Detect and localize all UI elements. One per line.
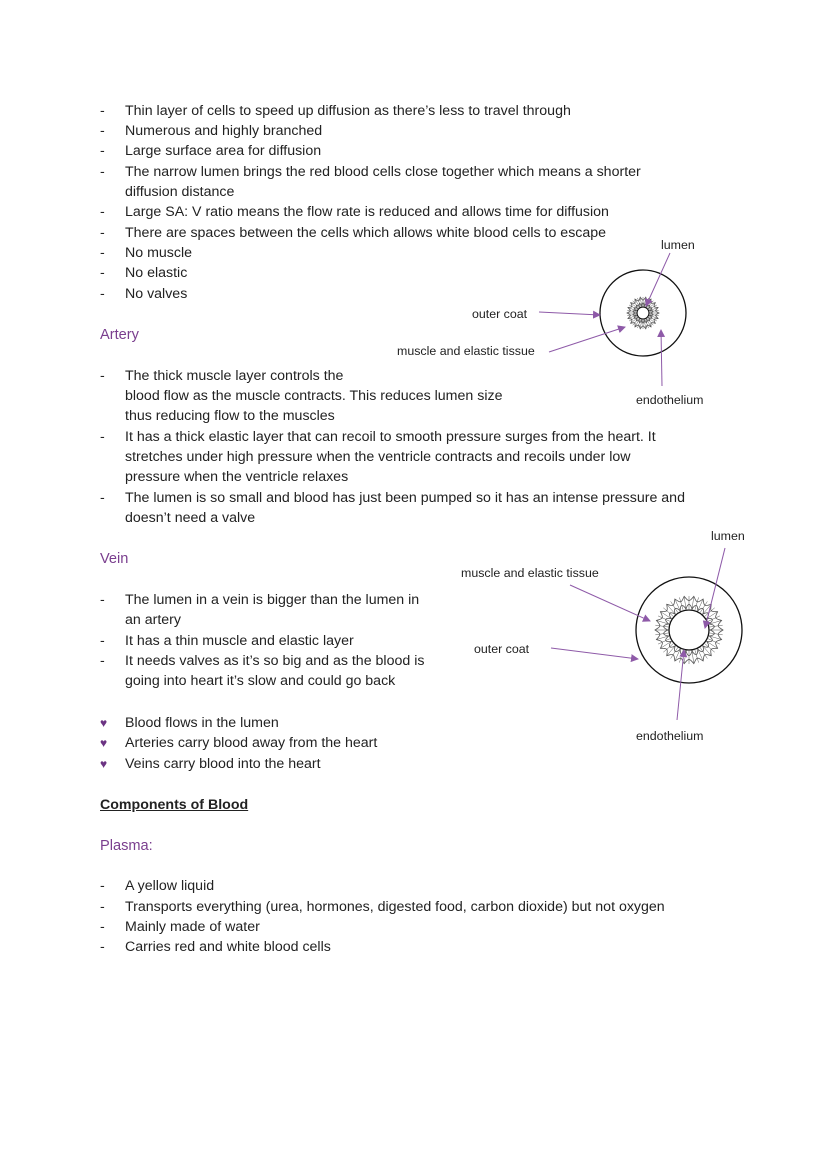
dash: - (100, 103, 105, 119)
list-item: It needs valves as it’s so big and as the blood is (125, 653, 425, 669)
dash: - (100, 490, 105, 506)
list-item: Blood flows in the lumen (125, 715, 279, 731)
list-item-continuation: going into heart it’s slow and could go back (125, 673, 396, 689)
muscle-ring-hatch (710, 625, 723, 627)
list-item-continuation: doesn’t need a valve (125, 510, 256, 526)
vein-endothelium-arrow (677, 650, 684, 720)
dash: - (100, 429, 105, 445)
artery-muscle-label: muscle and elastic tissue (397, 344, 535, 358)
list-item: Transports everything (urea, hormones, digested food, carbon dioxide) but not oxygen (125, 899, 665, 915)
components-heading: Components of Blood (100, 797, 249, 813)
list-item: A yellow liquid (125, 878, 215, 894)
list-item: Carries red and white blood cells (125, 939, 331, 955)
dash: - (100, 653, 105, 669)
list-item: No muscle (125, 245, 193, 261)
vein-endothelium-label: endothelium (636, 729, 704, 743)
vein-outer-coat-arrow (551, 648, 638, 659)
list-item: No valves (125, 286, 188, 302)
list-item: The narrow lumen brings the red blood cells close together which means a shorter (125, 164, 641, 180)
list-item: Thin layer of cells to speed up diffusion as there’s less to travel through (125, 103, 571, 119)
muscle-ring-hatch (705, 644, 715, 653)
heart-icon: ♥ (100, 757, 108, 771)
list-item-continuation: thus reducing flow to the muscles (125, 408, 335, 424)
vein-lumen-label: lumen (711, 529, 745, 543)
dash: - (100, 123, 105, 139)
dash: - (100, 286, 105, 302)
list-item: It has a thin muscle and elastic layer (125, 633, 354, 649)
list-item: It has a thick elastic layer that can recoil to smooth pressure surges from the heart. It (125, 429, 656, 445)
list-item: Numerous and highly branched (125, 123, 323, 139)
list-item: Veins carry blood into the heart (125, 756, 321, 772)
list-item: Mainly made of water (125, 919, 260, 935)
list-item: No elastic (125, 265, 188, 281)
vein-muscle-arrow (570, 585, 650, 621)
list-item: Arteries carry blood away from the heart (125, 735, 378, 751)
artery-endothelium-arrow (661, 330, 662, 386)
list-item-continuation: blood flow as the muscle contracts. This reduces lumen size (125, 388, 503, 404)
list-item-continuation: stretches under high pressure when the ventricle contracts and recoils under low (125, 449, 631, 465)
muscle-ring-hatch (655, 625, 668, 627)
vein-heading: Vein (100, 551, 129, 567)
plasma-heading: Plasma: (100, 838, 153, 854)
dash: - (100, 878, 105, 894)
vein-lumen-shape (669, 610, 709, 650)
vein-outer-coat-label: outer coat (474, 642, 530, 656)
list-item: The thick muscle layer controls the (125, 368, 344, 384)
dash: - (100, 143, 105, 159)
heart-icon: ♥ (100, 716, 108, 730)
dash: - (100, 899, 105, 915)
dash: - (100, 164, 105, 180)
list-item: The lumen is so small and blood has just been pumped so it has an intense pressure and (125, 490, 685, 506)
artery-outer-coat-label: outer coat (472, 307, 528, 321)
list-item: Large SA: V ratio means the flow rate is reduced and allows time for diffusion (125, 204, 609, 220)
artery-muscle-arrow (549, 327, 625, 352)
artery-lumen-shape (637, 307, 649, 319)
list-item: Large surface area for diffusion (125, 143, 322, 159)
muscle-ring-hatch (663, 644, 673, 653)
list-item: There are spaces between the cells which allows white blood cells to escape (125, 225, 607, 241)
dash: - (100, 633, 105, 649)
heart-icon: ♥ (100, 736, 108, 750)
artery-lumen-label: lumen (661, 238, 695, 252)
dash: - (100, 204, 105, 220)
artery-heading: Artery (100, 327, 139, 343)
dash: - (100, 592, 105, 608)
dash: - (100, 265, 105, 281)
muscle-ring-hatch (655, 633, 668, 635)
dash: - (100, 245, 105, 261)
list-item: The lumen in a vein is bigger than the lumen in (125, 592, 420, 608)
dash: - (100, 939, 105, 955)
list-item-continuation: pressure when the ventricle relaxes (125, 469, 349, 485)
dash: - (100, 225, 105, 241)
list-item-continuation: an artery (125, 612, 181, 628)
artery-endothelium-label: endothelium (636, 393, 704, 407)
dash: - (100, 919, 105, 935)
muscle-ring-hatch (663, 608, 673, 617)
artery-outer-coat-arrow (539, 312, 600, 315)
list-item-continuation: diffusion distance (125, 184, 235, 200)
muscle-ring-hatch (710, 633, 723, 635)
vein-muscle-label: muscle and elastic tissue (461, 566, 599, 580)
dash: - (100, 368, 105, 384)
artery-lumen-arrow (646, 253, 670, 306)
